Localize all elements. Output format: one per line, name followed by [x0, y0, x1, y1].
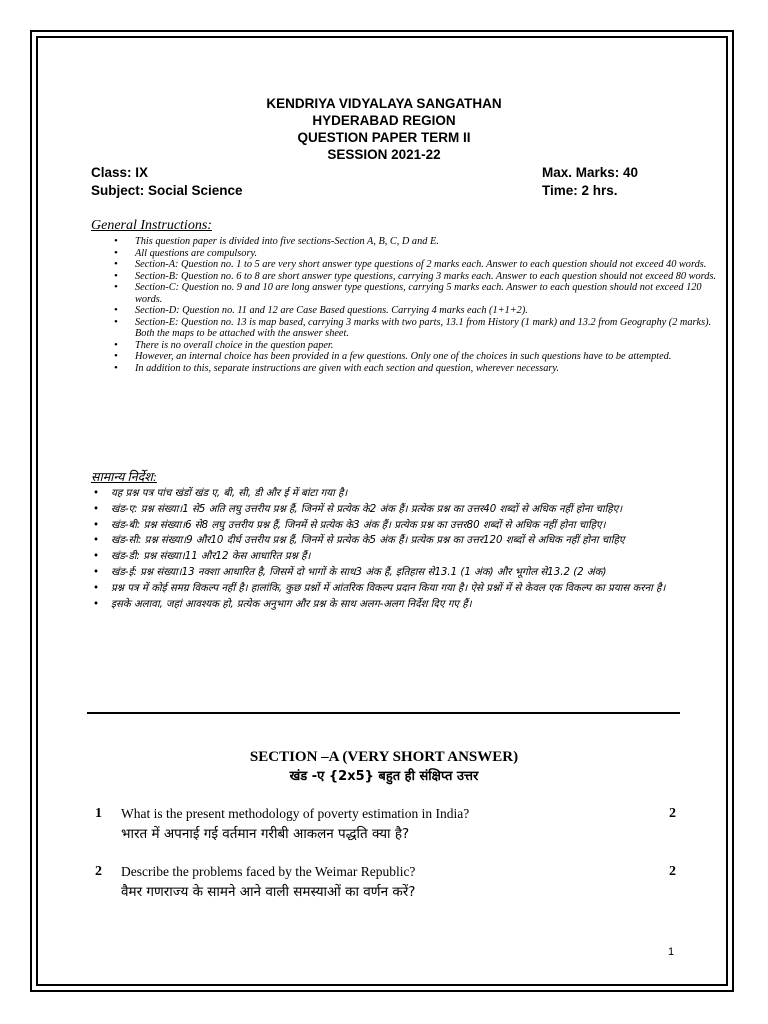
hindi-instruction-item: • इसके अलावा, जहां आवश्यक हो, प्रत्येक अनुभाग और प्रश्न के साथ अलग-अलग निर्देश दिए गए हैं। [111, 597, 701, 613]
header-region: HYDERABAD REGION [312, 113, 456, 128]
section-a-subtitle: खंड -ए {2x5} बहुत ही संक्षिप्त उत्तर [289, 769, 479, 784]
instruction-item: • Section-D: Question no. 11 and 12 are Case Based questions. Carrying 4 marks each (1+1+2). [135, 305, 725, 317]
question-text-hindi: वैमर गणराज्य के सामने आने वाली समस्याओं का वर्णन करें? [121, 884, 416, 900]
instruction-item: • In addition to this, separate instructions are given with each section and question, wherever necessary. [135, 363, 725, 375]
instruction-item: • Section-B: Question no. 6 to 8 are short answer type questions, carrying 3 marks each. Answer to each question should not exceed 80 words. [135, 271, 725, 283]
hindi-instruction-item: • प्रश्न पत्र में कोई समग्र विकल्प नहीं है। हालांकि, कुछ प्रश्नों में आंतरिक विकल्प प्रदान किया गया है। ऐसे प्रश्नों में से केवल एक विकल्प का प्रयास करना है। [111, 581, 701, 597]
instruction-item: • Section-C: Question no. 9 and 10 are long answer type questions, carrying 5 marks each. Answer to each question should not exceed 120 words. [135, 282, 725, 305]
time-label: Time: 2 hrs. [542, 183, 618, 198]
instruction-item: • This question paper is divided into five sections-Section A, B, C, D and E. [135, 236, 725, 248]
meta-left [91, 164, 243, 200]
question-marks: 2 [669, 806, 676, 821]
instruction-item: • All questions are compulsory. [135, 248, 725, 260]
instruction-item: • There is no overall choice in the question paper. [135, 340, 725, 352]
question-text-english: What is the present methodology of poverty estimation in India? [121, 806, 470, 821]
section-divider [87, 712, 680, 714]
hindi-instruction-item: • खंड-डी: प्रश्न संख्या।11 और12 केस आधारित प्रश्न हैं। [111, 549, 701, 565]
hindi-instruction-item: • खंड-ई: प्रश्न संख्या।13 नक्शा आधारित है, जिसमें दो भागों के साथ3 अंक हैं, इतिहास से13.1 (1 अंक) और भूगोल से13.2 (2 अंक) [111, 565, 701, 581]
max-marks-label: Max. Marks: 40 [542, 165, 639, 180]
question-number: 2 [95, 864, 102, 879]
section-a-title: SECTION –A (VERY SHORT ANSWER) [249, 749, 519, 765]
page-number: 1 [668, 946, 675, 958]
general-instructions-list [91, 236, 725, 374]
class-label: Class: IX [91, 165, 149, 180]
hindi-instruction-item: • यह प्रश्न पत्र पांच खंडों खंड ए, बी, सी, डी और ई में बांटा गया है। [111, 486, 701, 502]
hindi-instruction-item: • खंड-बी: प्रश्न संख्या।6 से8 लघु उत्तरीय प्रश्न हैं, जिनमें से प्रत्येक के3 अंक हैं। प्रत्येक प्रश्न का उत्तर80 शब्दों से अधिक नहीं होना चाहिए। [111, 518, 701, 534]
instruction-item: • Section-A: Question no. 1 to 5 are very short answer type questions of 2 marks each. Answer to each question should not exceed 40 words. [135, 259, 725, 271]
question-number: 1 [95, 806, 102, 821]
question-text-english: Describe the problems faced by the Weimar Republic? [121, 864, 416, 879]
header-organization: KENDRIYA VIDYALAYA SANGATHAN [266, 96, 502, 111]
question-text-hindi: भारत में अपनाई गई वर्तमान गरीबी आकलन पद्धति क्या है? [121, 826, 410, 842]
hindi-instruction-item: • खंड-सी: प्रश्न संख्या।9 और10 दीर्घ उत्तरीय प्रश्न हैं, जिनमें से प्रत्येक के5 अंक हैं। प्रत्येक प्रश्न का उत्तर120 शब्दों से अधिक नहीं होना चाहिए [111, 533, 701, 549]
general-instructions-heading: General Instructions: [91, 218, 212, 233]
instruction-item: • However, an internal choice has been provided in a few questions. Only one of the choices in such questions have to be attempted. [135, 351, 725, 363]
hindi-instructions-list [91, 486, 701, 612]
subject-label: Subject: Social Science [91, 183, 243, 198]
document-header [0, 95, 768, 163]
hindi-instructions-heading: सामान्य निर्देश: [91, 470, 157, 484]
question-marks: 2 [669, 864, 676, 879]
hindi-instruction-item: • खंड-ए: प्रश्न संख्या।1 से5 अति लघु उत्तरीय प्रश्न हैं, जिनमें से प्रत्येक के2 अंक हैं। प्रत्येक प्रश्न का उत्तर40 शब्दों से अधिक नहीं होना चाहिए। [111, 502, 701, 518]
header-session: SESSION 2021-22 [327, 147, 441, 162]
meta-right [542, 164, 638, 200]
header-paper-title: QUESTION PAPER TERM II [297, 130, 471, 145]
instruction-item: • Section-E: Question no. 13 is map based, carrying 3 marks with two parts, 13.1 from History (1 mark) and 13.2 from Geography (2 marks). Both the maps to be attached with the answer sheet. [135, 317, 725, 340]
